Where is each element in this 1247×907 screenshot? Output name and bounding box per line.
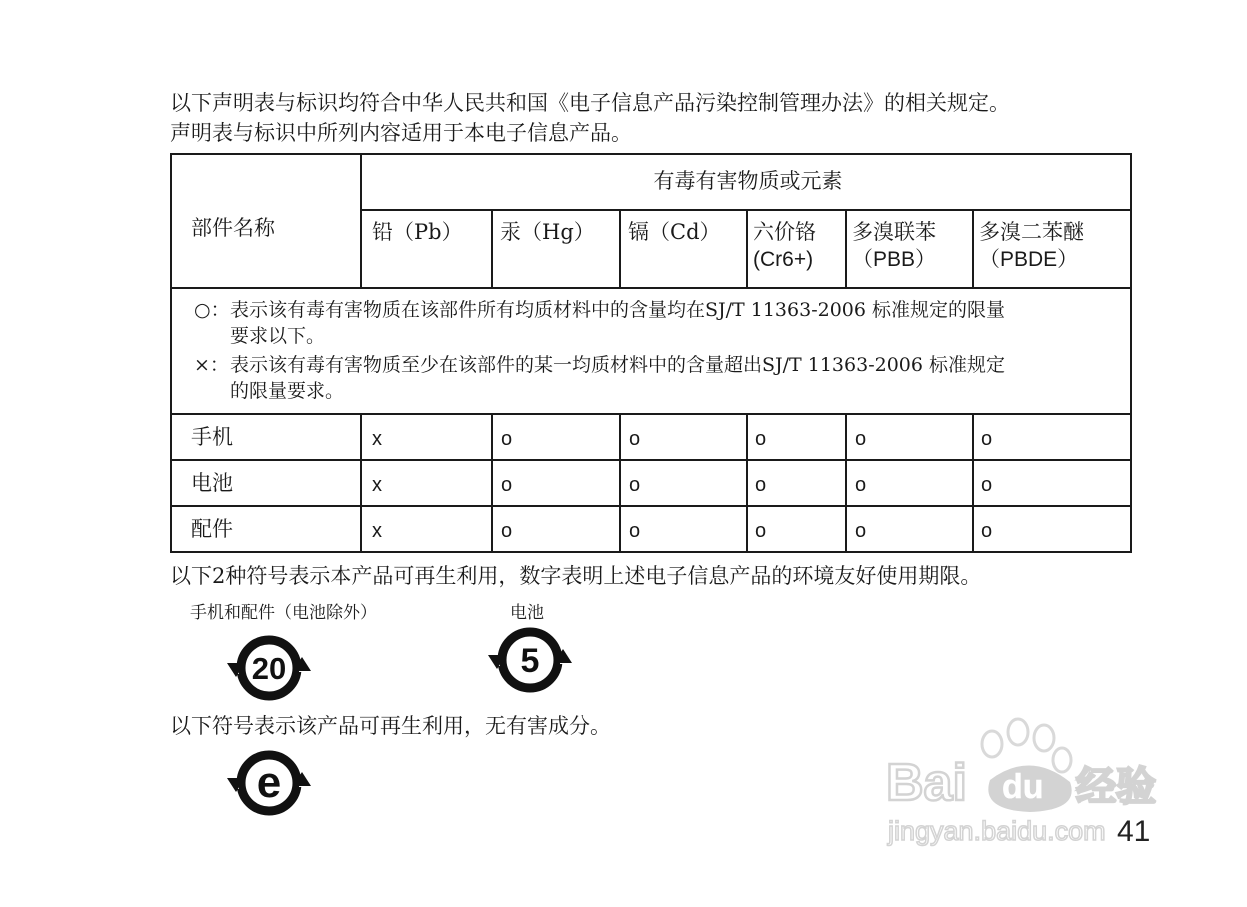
table-divider — [172, 505, 1130, 507]
column-header-cd: 镉（Cd） — [628, 220, 721, 244]
legend-text: 要求以下。 — [230, 325, 326, 347]
column-header-line: (Cr6+) — [753, 248, 814, 271]
table-divider — [172, 459, 1130, 461]
cell-value: o — [981, 474, 993, 496]
cell-value: o — [755, 520, 767, 542]
logo-caption-battery: 电池 — [510, 603, 544, 623]
table-divider — [360, 413, 362, 553]
cell-value: x — [372, 428, 382, 450]
column-header-pbb — [852, 219, 936, 273]
column-header-line: 六价铬 — [753, 220, 816, 244]
table-divider — [491, 209, 493, 287]
intro-line-1: 以下声明表与标识均符合中华人民共和国《电子信息产品污染控制管理办法》的相关规定。 — [170, 91, 1010, 115]
table-divider — [746, 413, 748, 553]
cell-value: o — [981, 428, 993, 450]
eco-symbol-description: 以下符号表示该产品可再生利用，无有害成分。 — [170, 714, 611, 738]
cell-value: o — [629, 428, 641, 450]
page-number: 41 — [1117, 815, 1151, 848]
legend-text: 的限量要求。 — [230, 380, 345, 402]
efup-number: 20 — [251, 651, 287, 686]
cell-value: o — [755, 428, 767, 450]
column-header-pb: 铅（Pb） — [372, 220, 463, 244]
column-header-pbde — [979, 219, 1084, 273]
cell-value: o — [855, 474, 867, 496]
cell-value: o — [501, 474, 513, 496]
cell-value: o — [855, 520, 867, 542]
legend-note-exceeds — [194, 352, 1005, 404]
table-divider — [845, 413, 847, 553]
table-divider — [172, 287, 1130, 289]
table-divider — [172, 413, 1130, 415]
cell-value: o — [755, 474, 767, 496]
column-header-cr6 — [753, 219, 816, 273]
column-header-line: 多溴联苯 — [852, 220, 936, 244]
cell-value: x — [372, 474, 382, 496]
table-divider — [972, 413, 974, 553]
table-divider — [619, 413, 621, 553]
table-divider — [619, 209, 621, 287]
hazardous-substance-table — [170, 153, 1132, 553]
substance-group-header: 有毒有害物质或元素 — [653, 169, 843, 193]
recycle-description: 以下2种符号表示本产品可再生利用，数字表明上述电子信息产品的环境友好使用期限。 — [170, 564, 982, 588]
cell-value: o — [629, 520, 641, 542]
cell-value: o — [855, 428, 867, 450]
eco-e-icon — [223, 748, 315, 818]
cell-value: o — [629, 474, 641, 496]
column-header-line: （PBDE） — [979, 248, 1079, 271]
logo-caption-phone-accessories: 手机和配件（电池除外） — [190, 603, 377, 623]
efup-5-icon — [484, 625, 576, 695]
svg-text:经验: 经验 — [1076, 765, 1156, 809]
row-name: 电池 — [191, 471, 233, 495]
column-header-line: 多溴二苯醚 — [979, 220, 1084, 244]
efup-number: 5 — [520, 642, 540, 680]
legend-symbol: ×： — [194, 354, 229, 376]
column-header-line: （PBB） — [852, 248, 937, 271]
column-header-hg: 汞（Hg） — [500, 220, 595, 244]
efup-20-icon — [223, 633, 315, 703]
table-divider — [972, 209, 974, 287]
legend-text: 表示该有毒有害物质至少在该部件的某一均质材料中的含量超出SJ/T 11363-2006 标准规定 — [230, 354, 1006, 376]
eco-letter: e — [256, 758, 282, 807]
row-name: 配件 — [191, 517, 233, 541]
legend-note-compliant — [194, 297, 1005, 349]
cell-value: x — [372, 520, 382, 542]
svg-text:du: du — [1002, 768, 1044, 806]
row-name: 手机 — [191, 425, 233, 449]
svg-text:Bai: Bai — [886, 754, 967, 812]
cell-value: o — [981, 520, 993, 542]
cell-value: o — [501, 428, 513, 450]
table-divider — [845, 209, 847, 287]
table-divider — [491, 413, 493, 553]
legend-text: 表示该有毒有害物质在该部件所有均质材料中的含量均在SJ/T 11363-2006 标准规定的限量 — [230, 299, 1006, 321]
legend-symbol: ○： — [194, 299, 230, 321]
cell-value: o — [501, 520, 513, 542]
part-name-header: 部件名称 — [191, 216, 275, 240]
intro-line-2: 声明表与标识中所列内容适用于本电子信息产品。 — [170, 121, 632, 145]
table-divider — [746, 209, 748, 287]
svg-text:jingyan.baidu.com: jingyan.baidu.com — [888, 816, 1106, 846]
